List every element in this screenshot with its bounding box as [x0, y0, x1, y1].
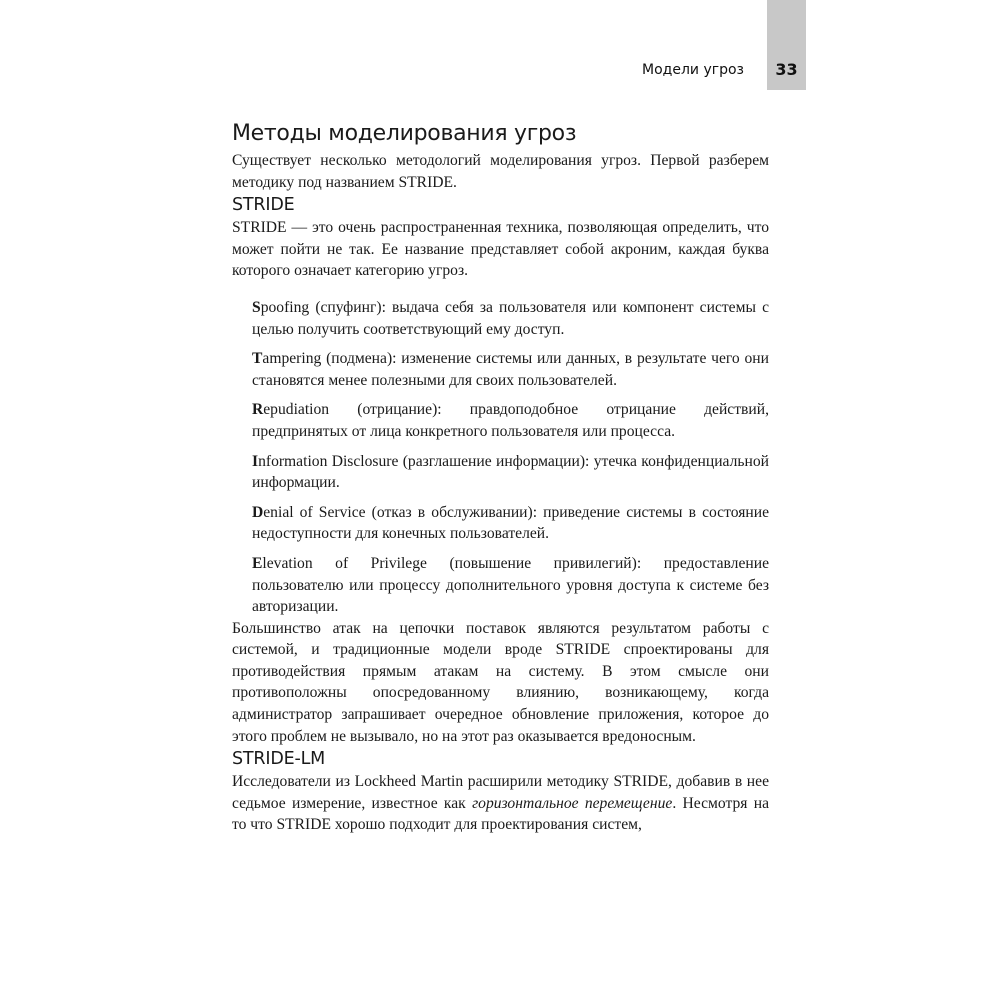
list-item-spoofing	[252, 297, 769, 340]
stride-lm-paragraph	[232, 771, 769, 836]
list-item-elevation-of-privilege	[252, 553, 769, 618]
list-item-lead: S	[252, 298, 261, 316]
list-item-text: nformation Disclosure (разглашение информации): утечка конфиденциальной информации.	[252, 452, 769, 492]
list-item-tampering	[252, 348, 769, 391]
list-item-lead: D	[252, 503, 264, 521]
stride-lm-text-before: Исследователи из Lockheed Martin расширили методику STRIDE, добавив в нее седьмое измерение, известное как	[232, 773, 769, 812]
list-item-text: epudiation (отрицание): правдоподобное отрицание действий, предпринятых от лица конкретного пользователя или процесса.	[252, 401, 769, 440]
list-item-lead: T	[252, 350, 263, 368]
list-item-lead: E	[252, 554, 263, 572]
list-item-information-disclosure	[252, 451, 769, 494]
page-content	[232, 118, 769, 836]
stride-heading: STRIDE	[232, 195, 295, 216]
stride-lm-text-after: . Несмотря на то что STRIDE хорошо подходит для проектирования систем,	[232, 794, 769, 834]
list-item-text: poofing (спуфинг): выдача себя за пользователя или компонент системы с целью получить соответствующий ему доступ.	[252, 298, 769, 338]
list-item-text: enial of Service (отказ в обслуживании): приведение системы в состояние недоступности для конечных пользователей.	[252, 503, 769, 543]
section-intro: Существует несколько методологий моделирования угроз. Первой разберем методику под названием STRIDE.	[232, 152, 769, 191]
list-item-text: levation of Privilege (повышение привилегий): предоставление пользователю или процессу дополнительного уровня доступа к системе без авторизации.	[252, 554, 769, 616]
list-item-lead: R	[252, 401, 264, 419]
section-title: Методы моделирования угроз	[232, 121, 577, 146]
list-item-repudiation	[252, 399, 769, 442]
list-item-denial-of-service	[252, 502, 769, 545]
list-item-text: ampering (подмена): изменение системы или данных, в результате чего они становятся менее полезными для своих пользователей.	[252, 350, 769, 389]
stride-lm-emphasis: горизонтальное перемещение	[472, 794, 673, 812]
running-head: Модели угроз	[642, 62, 744, 78]
list-item-lead: I	[252, 452, 259, 470]
page-number: 33	[775, 60, 798, 79]
stride-intro: STRIDE — это очень распространенная техника, позволяющая определить, что может пойти не так. Ее название представляет собой акроним, каждая буква которого означает категорию угроз.	[232, 219, 769, 280]
stride-lm-heading: STRIDE-LM	[232, 749, 326, 770]
stride-after-paragraph: Большинство атак на цепочки поставок являются результатом работы с системой, и традиционные модели вроде STRIDE спроектированы для противодействия прямым атакам на систему. В этом смысле они противоположны опосредованному влиянию, возникающему, когда администратор запрашивает очередное обновление приложения, которое до этого проблем не вызывало, но на этот раз оказывается вредоносным.	[232, 619, 769, 745]
stride-list	[232, 297, 769, 618]
